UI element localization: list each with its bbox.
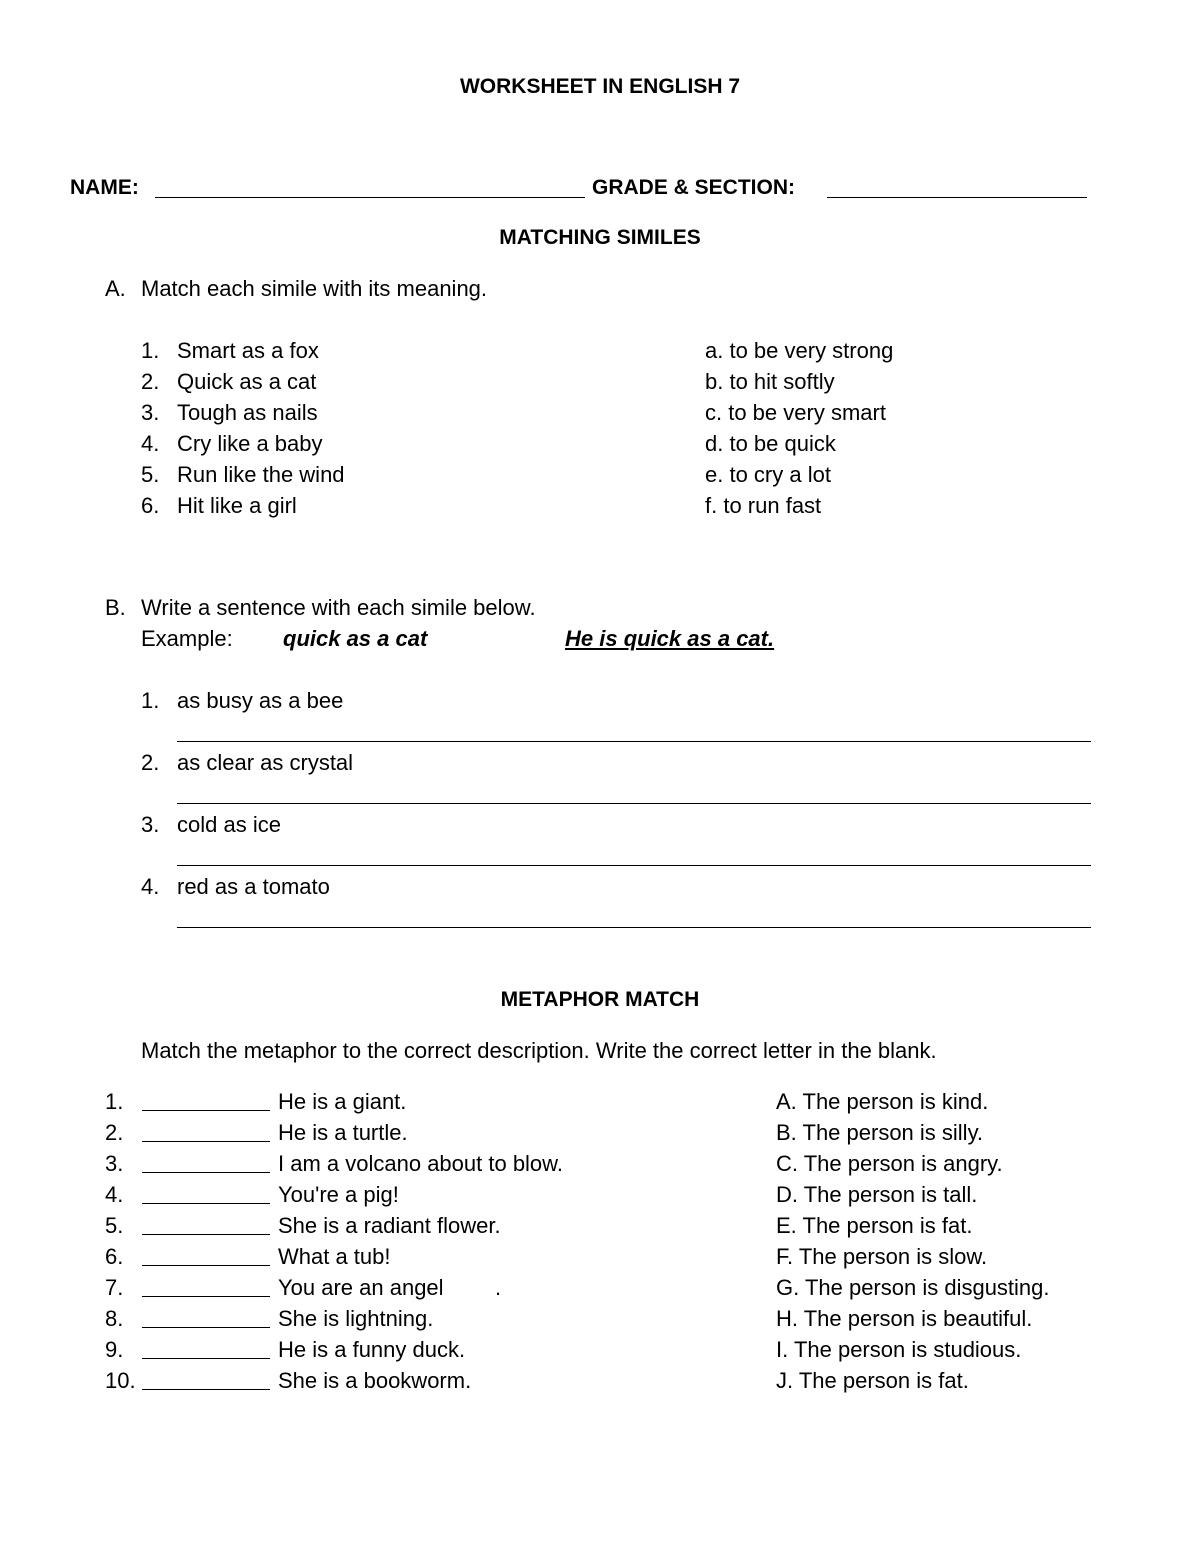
simile-text: Hit like a girl — [177, 493, 297, 518]
sentence-number: 2. — [141, 750, 160, 775]
sentence-prompt: as busy as a bee — [177, 688, 344, 713]
metaphor-text: She is a radiant flower. — [278, 1213, 501, 1238]
answer-line[interactable] — [177, 741, 1091, 742]
meaning-item: d. to be quick — [705, 431, 836, 456]
metaphor-text: He is a turtle. — [278, 1120, 408, 1145]
description-item: H. The person is beautiful. — [776, 1306, 1033, 1331]
metaphor-text: What a tub! — [278, 1244, 391, 1269]
simile-number: 6. — [141, 493, 160, 518]
name-field[interactable] — [155, 197, 585, 198]
name-label: NAME: — [70, 176, 139, 199]
example-label: Example: — [141, 626, 233, 651]
answer-blank[interactable] — [142, 1234, 270, 1235]
sentence-prompt: cold as ice — [177, 812, 281, 837]
answer-blank[interactable] — [142, 1327, 270, 1328]
metaphor-text: He is a giant. — [278, 1089, 407, 1114]
meaning-item: e. to cry a lot — [705, 462, 831, 487]
answer-blank[interactable] — [142, 1358, 270, 1359]
description-item: E. The person is fat. — [776, 1213, 973, 1238]
answer-blank[interactable] — [142, 1203, 270, 1204]
simile-text: Tough as nails — [177, 400, 318, 425]
part-a-letter: A. — [105, 276, 126, 301]
metaphor-text: She is lightning. — [278, 1306, 434, 1331]
part-b-letter: B. — [105, 595, 126, 620]
grade-section-label: GRADE & SECTION: — [592, 176, 796, 199]
description-item: A. The person is kind. — [776, 1089, 989, 1114]
metaphor-number: 7. — [105, 1275, 124, 1300]
metaphor-text: I am a volcano about to blow. — [278, 1151, 563, 1176]
sentence-number: 3. — [141, 812, 160, 837]
meaning-item: c. to be very smart — [705, 400, 886, 425]
metaphor-instruction: Match the metaphor to the correct description. Write the correct letter in the blank. — [141, 1038, 937, 1063]
example-simile: quick as a cat — [283, 626, 428, 651]
metaphor-text: She is a bookworm. — [278, 1368, 472, 1393]
description-item: F. The person is slow. — [776, 1244, 988, 1269]
metaphor-number: 6. — [105, 1244, 124, 1269]
description-item: C. The person is angry. — [776, 1151, 1003, 1176]
metaphor-number: 3. — [105, 1151, 124, 1176]
simile-text: Smart as a fox — [177, 338, 319, 363]
metaphor-number: 5. — [105, 1213, 124, 1238]
sentence-prompt: as clear as crystal — [177, 750, 354, 775]
page-title: WORKSHEET IN ENGLISH 7 — [459, 75, 741, 98]
metaphor-text: He is a funny duck. — [278, 1337, 466, 1362]
answer-blank[interactable] — [142, 1172, 270, 1173]
metaphor-number: 4. — [105, 1182, 124, 1207]
answer-blank[interactable] — [142, 1265, 270, 1266]
similes-heading: MATCHING SIMILES — [499, 226, 701, 249]
answer-line[interactable] — [177, 865, 1091, 866]
stray-period: . — [495, 1275, 502, 1300]
grade-section-field[interactable] — [827, 197, 1087, 198]
answer-blank[interactable] — [142, 1389, 270, 1390]
simile-text: Quick as a cat — [177, 369, 317, 394]
metaphor-number: 9. — [105, 1337, 124, 1362]
metaphor-number: 8. — [105, 1306, 124, 1331]
metaphor-number: 10. — [105, 1368, 136, 1393]
metaphor-text: You're a pig! — [278, 1182, 399, 1207]
answer-line[interactable] — [177, 803, 1091, 804]
description-item: I. The person is studious. — [776, 1337, 1022, 1362]
metaphor-heading: METAPHOR MATCH — [500, 988, 700, 1011]
answer-blank[interactable] — [142, 1296, 270, 1297]
answer-blank[interactable] — [142, 1141, 270, 1142]
simile-number: 5. — [141, 462, 160, 487]
answer-line[interactable] — [177, 927, 1091, 928]
meaning-item: a. to be very strong — [705, 338, 894, 363]
simile-number: 3. — [141, 400, 160, 425]
part-a-instruction: Match each simile with its meaning. — [141, 276, 488, 301]
metaphor-number: 2. — [105, 1120, 124, 1145]
meaning-item: b. to hit softly — [705, 369, 835, 394]
meaning-item: f. to run fast — [705, 493, 822, 518]
metaphor-text: You are an angel — [278, 1275, 444, 1300]
metaphor-number: 1. — [105, 1089, 124, 1114]
sentence-prompt: red as a tomato — [177, 874, 330, 899]
description-item: B. The person is silly. — [776, 1120, 984, 1145]
example-sentence: He is quick as a cat. — [565, 626, 775, 651]
sentence-number: 4. — [141, 874, 160, 899]
description-item: J. The person is fat. — [776, 1368, 969, 1393]
simile-text: Cry like a baby — [177, 431, 323, 456]
simile-number: 4. — [141, 431, 160, 456]
simile-number: 2. — [141, 369, 160, 394]
answer-blank[interactable] — [142, 1110, 270, 1111]
simile-number: 1. — [141, 338, 160, 363]
simile-text: Run like the wind — [177, 462, 345, 487]
description-item: D. The person is tall. — [776, 1182, 978, 1207]
description-item: G. The person is disgusting. — [776, 1275, 1050, 1300]
part-b-instruction: Write a sentence with each simile below. — [141, 595, 536, 620]
sentence-number: 1. — [141, 688, 160, 713]
